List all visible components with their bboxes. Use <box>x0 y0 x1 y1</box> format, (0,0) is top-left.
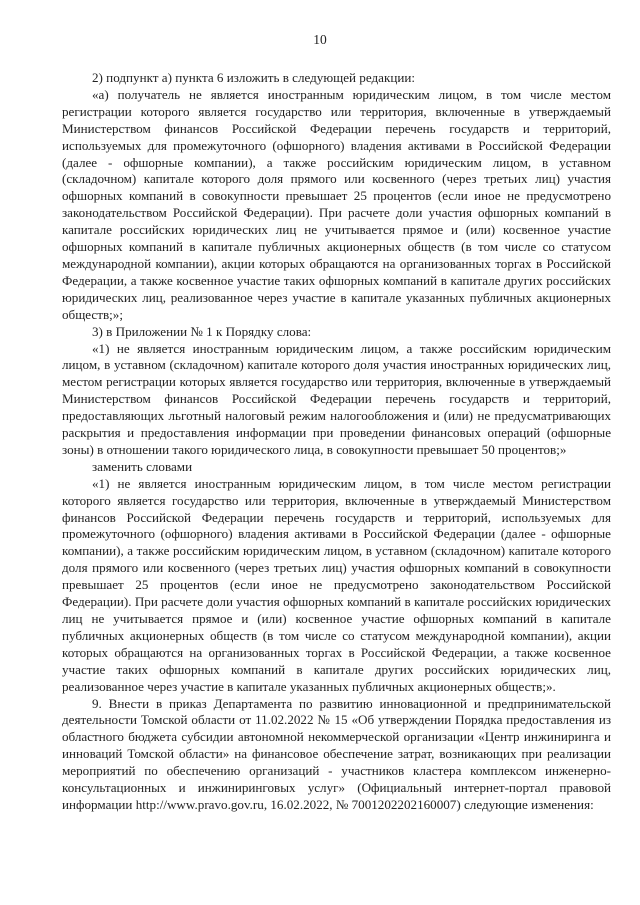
paragraph-new-wording-1: «1) не является иностранным юридическим лицом, в том числе местом регистрации которого является государство или территория, включенные в утверждаемый Министерством финансов Российской Федерации перечень государств и территорий, используемых для промежуточного (офшорного) владения активами в Российской Федерации (далее - офшорные компании), а также российским юридическим лицом, в уставном (складочном) капитале которого доля прямого или косвенного (через третьих лиц) участия офшорных компаний в совокупности превышает 25 процентов (если иное не предусмотрено законодательством Российской Федерации). При расчете доли участия офшорных компаний в капитале российских юридических лиц не учитывается прямое и (или) косвенное участие офшорных компаний в капитале публичных акционерных обществ (в том числе со статусом международной компании), акции которых обращаются на организованных торгах в Российской Федерации, а также косвенное участие таких офшорных компаний в капитале других российских юридических лиц, реализованное через участие в капитале указанных публичных акционерных обществ;». <box>62 475 611 694</box>
paragraph-old-wording-1: «1) не является иностранным юридическим лицом, а также российским юридическим лицом, в уставном (складочном) капитале которого доля участия иностранных юридических лиц, местом регистрации которых является государство или территория, включенные в утверждаемый Министерством финансов Российской Федерации перечень государств и территорий, предоставляющих льготный налоговый режим налогообложения и (или) не предусматривающих раскрытия и предоставления информации при проведении финансовых операций (офшорные зоны) в отношении такого юридического лица, в совокупности превышает 50 процентов;» <box>62 340 611 457</box>
document-body <box>62 70 611 814</box>
paragraph-subpoint-2: 2) подпункт а) пункта 6 изложить в следующей редакции: <box>92 70 415 85</box>
paragraph-item-9: 9. Внести в приказ Департамента по развитию инновационной и предпринимательской деятельности Томской области от 11.02.2022 № 15 «Об утверждении Порядка предоставления из областного бюджета субсидии автономной некоммерческой организации «Центр инжиниринга и инноваций Томской области» на финансовое обеспечение затрат, возникающих при реализации мероприятий по обеспечению организаций - участников кластера комплексом инженерно-консультационных и инжиниринговых услуг» (Официальный интернет-портал правовой информации http://www.pravo.gov.ru, 16.02.2022, № 7001202202160007) следующие изменения: <box>62 695 611 812</box>
paragraph-replace-with: заменить словами <box>92 458 193 474</box>
paragraph-subpoint-3: 3) в Приложении № 1 к Порядку слова: <box>92 323 312 339</box>
paragraph-new-wording-a: «а) получатель не является иностранным юридическим лицом, в том числе местом регистрации которого является государство или территория, включенные в утверждаемый Министерством финансов Российской Федерации перечень государств и территорий, используемых для промежуточного (офшорного) владения активами в Российской Федерации (далее - офшорные компании), а также российским юридическим лицом, в уставном (складочном) капитале которого доля прямого или косвенного (через третьих лиц) участия офшорных компаний в совокупности превышает 25 процентов (если иное не предусмотрено законодательством Российской Федерации). При расчете доли участия офшорных компаний в капитале российских юридических лиц не учитывается прямое и (или) косвенное участие офшорных компаний в капитале публичных акционерных обществ (в том числе со статусом международной компании), акции которых обращаются на организованных торгах в Российской Федерации, а также косвенное участие таких офшорных компаний в капитале других российских юридических лиц, реализованное через участие в капитале указанных публичных акционерных обществ;»; <box>62 86 611 322</box>
page-number: 10 <box>313 32 327 47</box>
